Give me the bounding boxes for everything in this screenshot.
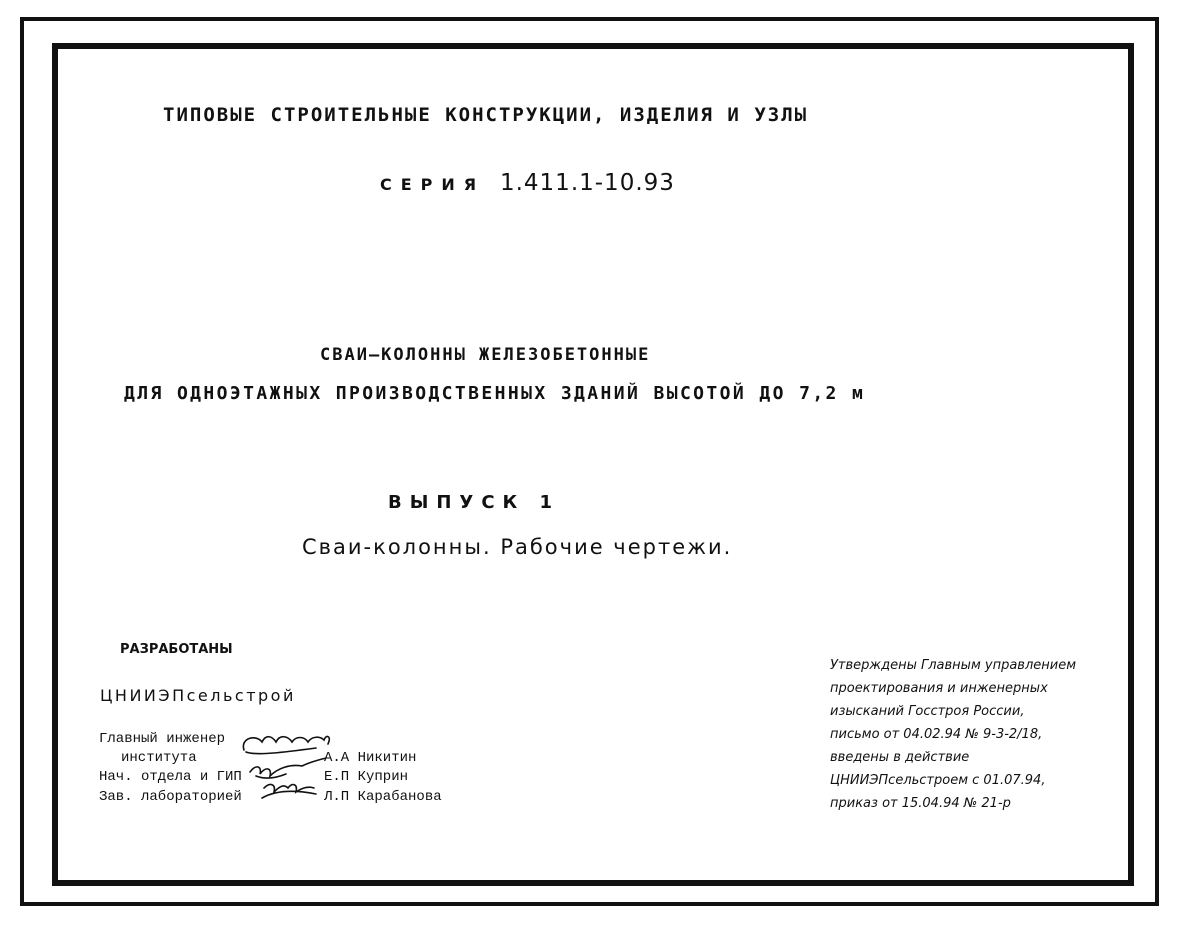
role-department-head: Нач. отдела и ГИП (99, 769, 242, 785)
role-chief-engineer-institute: института (121, 750, 197, 766)
approval-line: изысканий Госстроя России, (830, 704, 1025, 719)
approval-line: ЦНИИЭПсельстроем с 01.07.94, (830, 773, 1046, 788)
role-lab-head: Зав. лабораторией (99, 789, 242, 805)
approval-line: введены в действие (830, 750, 970, 765)
approval-line: Утверждены Главным управлением (830, 658, 1077, 673)
document-title-line1: СВАИ–КОЛОННЫ ЖЕЛЕЗОБЕТОННЫЕ (320, 345, 651, 365)
series-label: СЕРИЯ (380, 175, 486, 194)
issue-number: ВЫПУСК 1 (388, 492, 561, 513)
developed-label: РАЗРАБОТАНЫ (120, 642, 233, 657)
person-nikitin: А.А Никитин (324, 750, 417, 766)
person-kuprin: Е.П Куприн (324, 769, 409, 785)
document-title-line2: ДЛЯ ОДНОЭТАЖНЫХ ПРОИЗВОДСТВЕННЫХ ЗДАНИЙ ВЫСОТОЙ ДО 7,2 м (124, 383, 866, 404)
handwritten-signatures (236, 728, 336, 808)
series-line (380, 170, 675, 196)
approval-note (830, 654, 1120, 815)
role-chief-engineer: Главный инженер (99, 731, 226, 747)
approval-line: проектирования и инженерных (830, 681, 1048, 696)
organization-name: ЦНИИЭПсельстрой (100, 686, 296, 705)
document-subtitle: Сваи-колонны. Рабочие чертежи. (302, 535, 733, 559)
series-number: 1.411.1-10.93 (499, 170, 675, 196)
header-title: ТИПОВЫЕ СТРОИТЕЛЬНЫЕ КОНСТРУКЦИИ, ИЗДЕЛИЯ И УЗЛЫ (163, 104, 809, 126)
approval-line: приказ от 15.04.94 № 21-р (830, 796, 1011, 811)
approval-line: письмо от 04.02.94 № 9-3-2/18, (830, 727, 1043, 742)
person-karabanova: Л.П Карабанова (324, 789, 442, 805)
